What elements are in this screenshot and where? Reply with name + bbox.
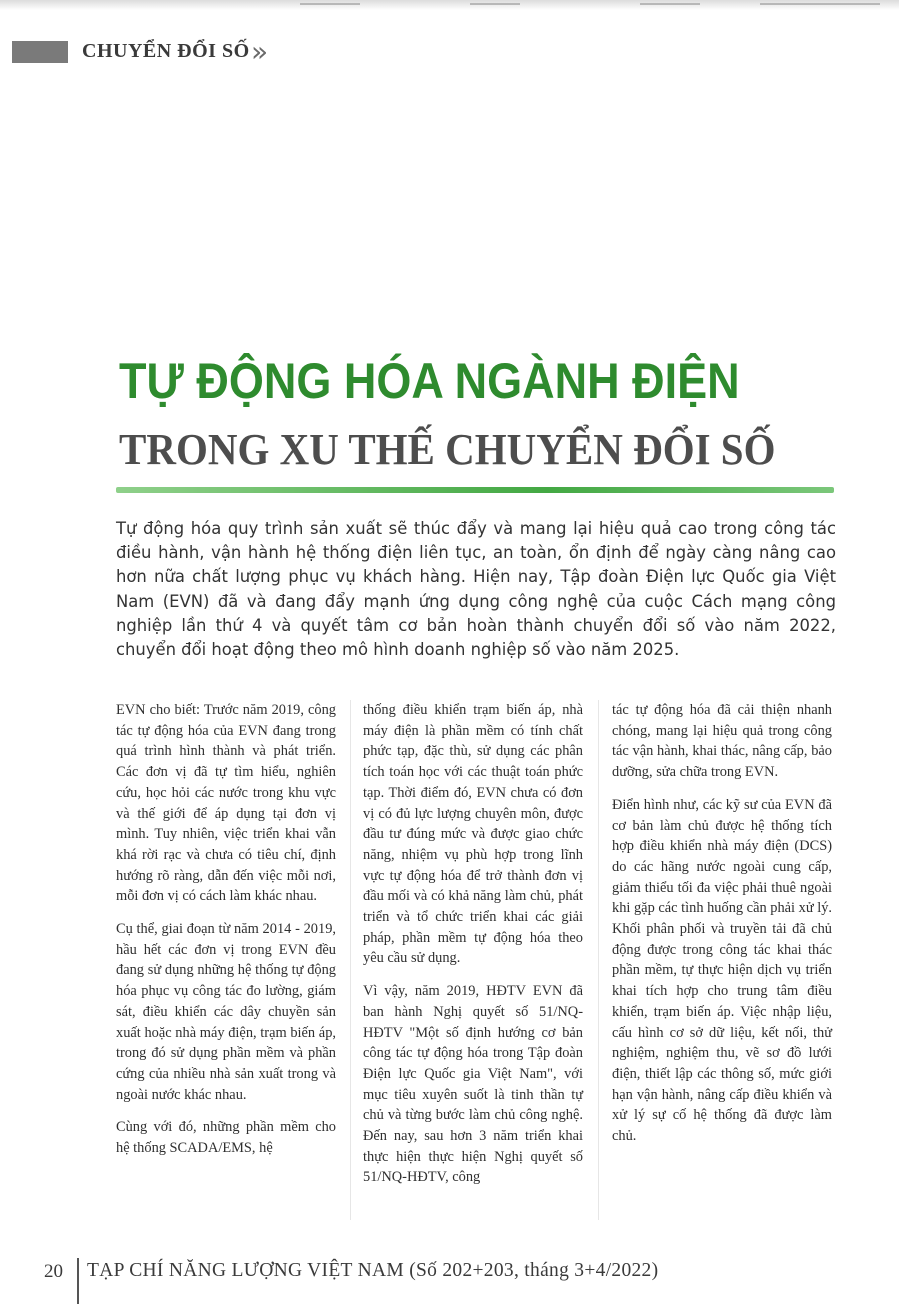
lead-paragraph: Tự động hóa quy trình sản xuất sẽ thúc đẩy và mang lại hiệu quả cao trong công tác điều hành, vận hành hệ thống điện liên tục, an toàn, ổn định để ngày càng nâng cao hơn nữa chất lượng phục vụ khách hàng. Hiện nay, Tập đoàn Điện lực Quốc gia Việt Nam (EVN) đã và đang đẩy mạnh ứng dụng công nghệ của cuộc Cách mạng công nghiệp lần thứ 4 và quyết tâm cơ bản hoàn thành chuyển đổi số vào năm 2022, chuyển đổi hoạt động theo mô hình doanh nghiệp số vào năm 2025.: [116, 519, 836, 660]
scan-edge: [0, 0, 899, 10]
body-column-3: [612, 700, 832, 1159]
footer-divider: [77, 1258, 79, 1304]
magazine-name: TẠP CHÍ NĂNG LƯỢNG VIỆT NAM: [87, 1260, 404, 1281]
section-bar: [12, 41, 68, 63]
chevron-double-right-icon: »: [251, 35, 263, 68]
column-divider: [598, 700, 599, 1220]
paragraph: EVN cho biết: Trước năm 2019, công tác tự động hóa của EVN đang trong quá trình hình thành và phát triển. Các đơn vị đã tự tìm hiểu, nghiên cứu, học hỏi các nước trong khu vực và thế giới để áp dụng tại đơn vị mình. Tuy nhiên, việc triển khai vẫn khá rời rạc và chưa có tiêu chí, định hướng rõ ràng, dẫn đến việc mỗi nơi, mỗi đơn vị có cách làm khác nhau.: [116, 702, 336, 905]
scan-mark: [640, 3, 700, 5]
scan-mark: [300, 3, 360, 5]
section-label: CHUYỂN ĐỔI SỐ: [82, 40, 250, 62]
paragraph: Điển hình như, các kỹ sư của EVN đã cơ bản làm chủ được hệ thống tích hợp điều khiển nhà máy điện (DCS) do các hãng nước ngoài cung cấp, giảm thiểu tối đa việc phải thuê ngoài khi gặp các tình huống cần phải xử lý. Khối phân phối và truyền tải đã chủ động được trong công tác khai thác phần mềm, tự thực hiện dịch vụ triển khai tích hợp cho trung tâm điều khiển, trạm biến áp. Việc nhập liệu, cấu hình cơ sở dữ liệu, kết nối, thử nghiệm, nghiệm thu, vẽ sơ đồ lưới điện, thiết lập các thông số, mức giới hạn vận hành, nâng cấp điều khiển và xử lý sự cố hệ thống đã được làm chủ.: [612, 796, 833, 1145]
issue-info: (Số 202+203, tháng 3+4/2022): [409, 1260, 659, 1281]
article-subtitle: TRONG XU THẾ CHUYỂN ĐỔI SỐ: [119, 424, 776, 474]
page-number: 20: [44, 1261, 63, 1282]
paragraph: tác tự động hóa đã cải thiện nhanh chóng, mang lại hiệu quả trong công tác vận hành, khai thác, nâng cấp, bảo dưỡng, sửa chữa trong EVN.: [612, 702, 832, 781]
body-column-2: [363, 700, 583, 1200]
paragraph: Cùng với đó, những phần mềm cho hệ thống SCADA/EMS, hệ: [116, 1119, 336, 1157]
scan-mark: [470, 3, 520, 5]
paragraph: thống điều khiển trạm biến áp, nhà máy điện là phần mềm có tính chất phức tạp, đặc thù, sử dụng các phân tích toán học với các thuật toán phức tạp. Thời điểm đó, EVN chưa có đơn vị có đủ lực lượng chuyên môn, được đầu tư đúng mức và được giao chức năng, nhiệm vụ phù hợp trong lĩnh vực tự động hóa để trở thành đơn vị đầu mối và có khả năng làm chủ, phát triển và tổ chức triển khai các giải pháp, phần mềm tự động hóa theo yêu cầu sử dụng.: [363, 702, 583, 967]
body-column-1: [116, 700, 336, 1171]
paragraph: Cụ thể, giai đoạn từ năm 2014 - 2019, hầu hết các đơn vị trong EVN đều đang sử dụng những hệ thống tự động hóa phục vụ công tác đo lường, giám sát, điều khiển các dây chuyền sản xuất hoặc nhà máy điện, trạm biến áp, trong đó sử dụng phần mềm và phần cứng của nhiều nhà sản xuất trong và ngoài nước khác nhau.: [116, 921, 336, 1103]
footer-title: [87, 1260, 658, 1282]
paragraph: Vì vậy, năm 2019, HĐTV EVN đã ban hành Nghị quyết số 51/NQ-HĐTV "Một số định hướng cơ bản công tác tự động hóa trong Tập đoàn Điện lực Quốc gia Việt Nam", với mục tiêu xuyên suốt là tinh thần tự chủ và từng bước làm chủ công nghệ. Đến nay, sau hơn 3 năm triển khai thực hiện thực hiện Nghị quyết số 51/NQ-HĐTV, công: [363, 983, 583, 1186]
column-divider: [350, 700, 351, 1220]
title-divider: [116, 487, 834, 493]
scan-mark: [760, 3, 880, 5]
article-title: TỰ ĐỘNG HÓA NGÀNH ĐIỆN: [119, 352, 740, 410]
